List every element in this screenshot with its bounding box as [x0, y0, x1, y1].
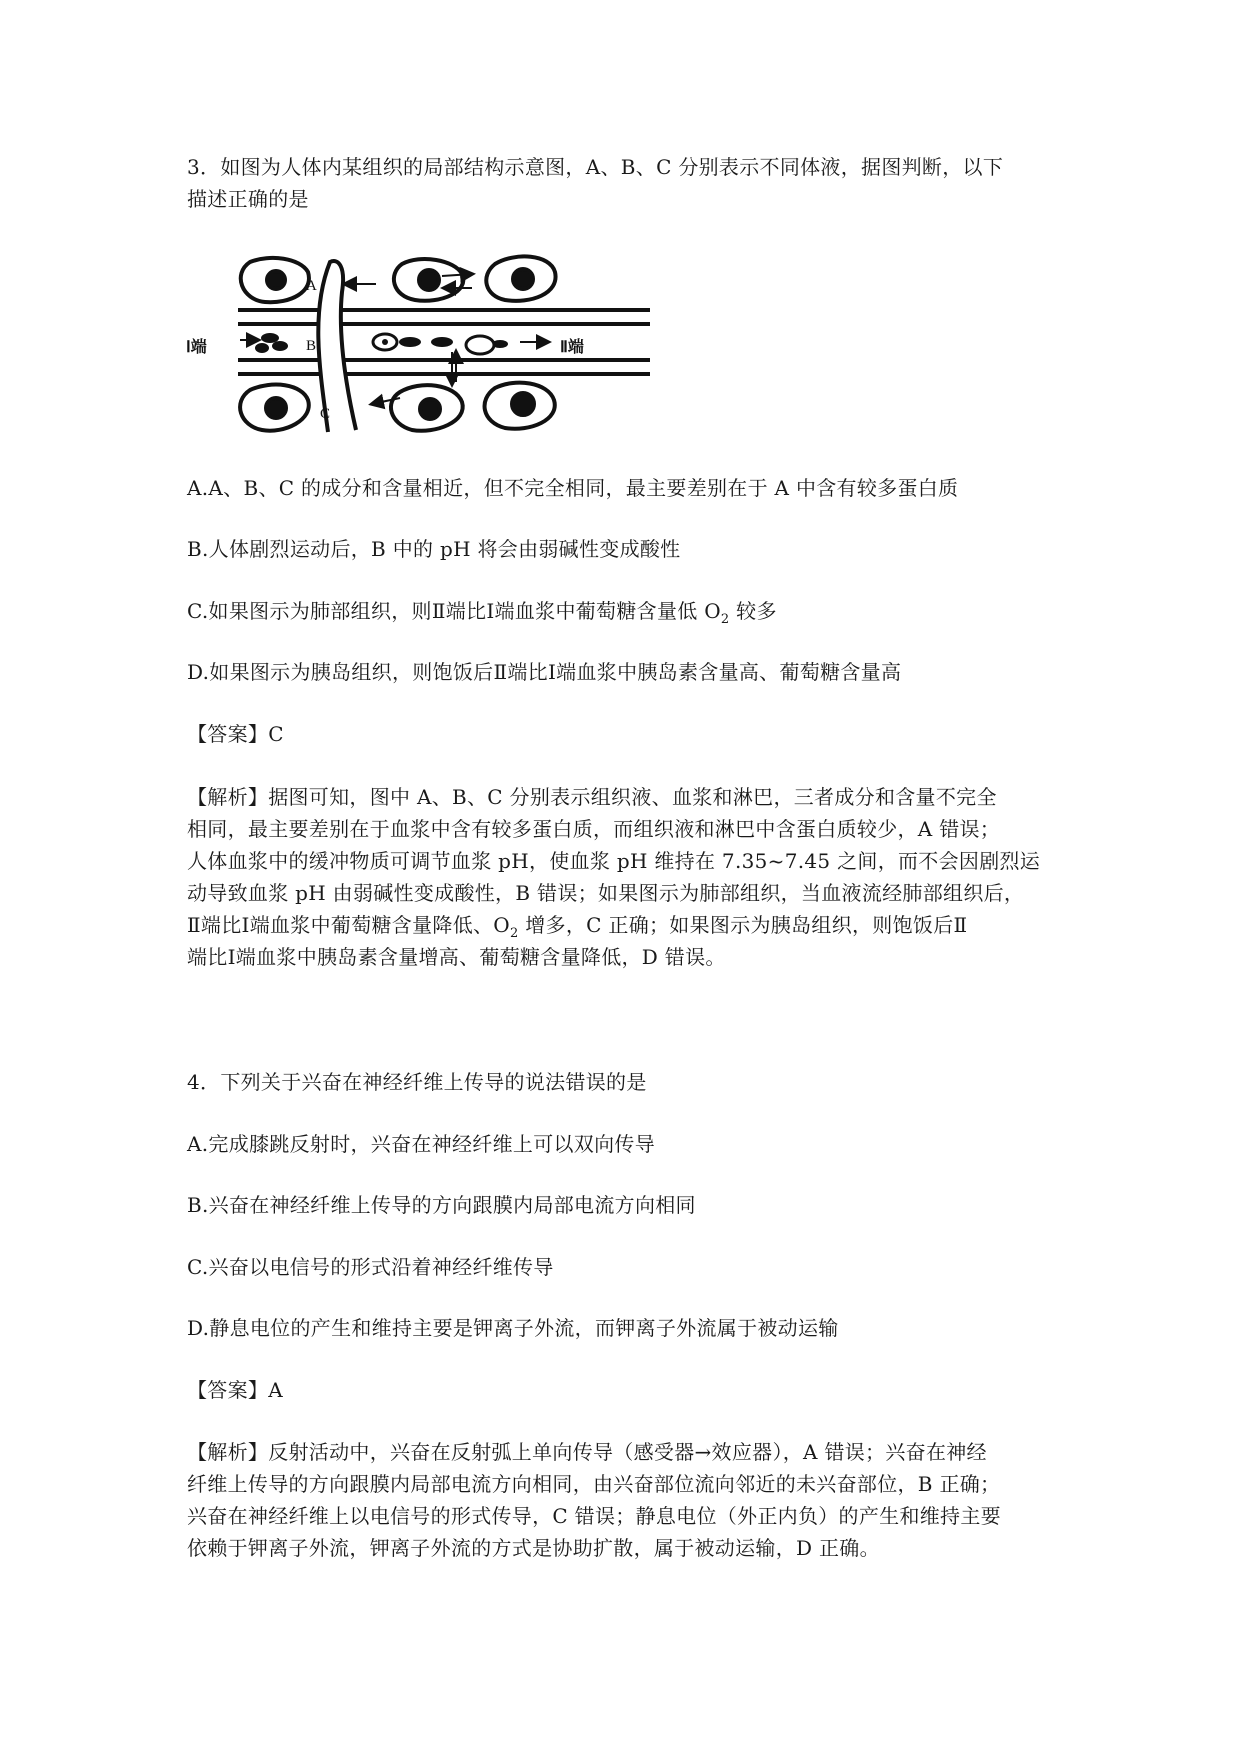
q4-option-c: C.兴奋以电信号的形式沿着神经纤维传导 [187, 1255, 554, 1279]
q3-stem-line2: 描述正确的是 [187, 187, 309, 211]
q4-analysis-line4: 依赖于钾离子外流，钾离子外流的方式是协助扩散，属于被动运输，D 正确。 [187, 1536, 880, 1560]
q4-analysis-line1: 【解析】反射活动中，兴奋在反射弧上单向传导（感受器→效应器），A 错误；兴奋在神经 [187, 1440, 987, 1464]
q3-stem-line1: 3．如图为人体内某组织的局部结构示意图，A、B、C 分别表示不同体液，据图判断，以下 [187, 155, 1004, 179]
q3-analysis-line1: 【解析】据图可知，图中 A、B、C 分别表示组织液、血浆和淋巴，三者成分和含量不完全 [187, 785, 997, 809]
q4-analysis-line3: 兴奋在神经纤维上以电信号的形式传导，C 错误；静息电位（外正内负）的产生和维持主要 [187, 1504, 1001, 1528]
label-c: C [320, 406, 331, 422]
q3-analysis-line4: 动导致血浆 pH 由弱碱性变成酸性，B 错误；如果图示为肺部组织，当血液流经肺部组织后， [187, 881, 1025, 905]
q4-option-d: D.静息电位的产生和维持主要是钾离子外流，而钾离子外流属于被动运输 [187, 1316, 839, 1340]
label-end-1: Ⅰ端 [186, 339, 207, 356]
label-b: B [306, 338, 317, 354]
q3-analysis-line5: Ⅱ端比Ⅰ端血浆中葡萄糖含量降低、$O_2$ 增多，C 正确；如果图示为胰岛组织，则饱饭后Ⅱ [187, 913, 968, 941]
q3-analysis-line2: 相同，最主要差别在于血浆中含有较多蛋白质，而组织液和淋巴中含蛋白质较少，A 错误； [187, 817, 1001, 841]
q3-option-d: D.如果图示为胰岛组织，则饱饭后Ⅱ端比Ⅰ端血浆中胰岛素含量高、葡萄糖含量高 [187, 660, 902, 684]
q4-option-a: A.完成膝跳反射时，兴奋在神经纤维上可以双向传导 [187, 1132, 656, 1156]
label-end-2: Ⅱ端 [560, 339, 584, 356]
q4-option-b: B.兴奋在神经纤维上传导的方向跟膜内局部电流方向相同 [187, 1193, 696, 1217]
q4-analysis-line2: 纤维上传导的方向跟膜内局部电流方向相同，由兴奋部位流向邻近的未兴奋部位，B 正确； [187, 1472, 1001, 1496]
q3-option-b: B.人体剧烈运动后，B 中的 pH 将会由弱碱性变成酸性 [187, 537, 681, 561]
q3-answer: 【答案】C [187, 722, 284, 746]
q4-stem: 4．下列关于兴奋在神经纤维上传导的说法错误的是 [187, 1070, 647, 1094]
q3-analysis-line3: 人体血浆中的缓冲物质可调节血浆 pH，使血浆 pH 维持在 7.35~7.45 之间，而不会因剧烈运 [187, 849, 1041, 873]
q4-answer: 【答案】A [187, 1378, 283, 1402]
tissue-diagram [180, 252, 670, 442]
q3-analysis-line6: 端比Ⅰ端血浆中胰岛素含量增高、葡萄糖含量降低，D 错误。 [187, 945, 726, 969]
q3-option-c: C.如果图示为肺部组织，则Ⅱ端比Ⅰ端血浆中葡萄糖含量低 $O_2$ 较多 [187, 599, 777, 627]
q3-option-a: A.A、B、C 的成分和含量相近，但不完全相同，最主要差别在于 A 中含有较多蛋白质 [187, 476, 959, 500]
label-a: A [306, 278, 317, 294]
